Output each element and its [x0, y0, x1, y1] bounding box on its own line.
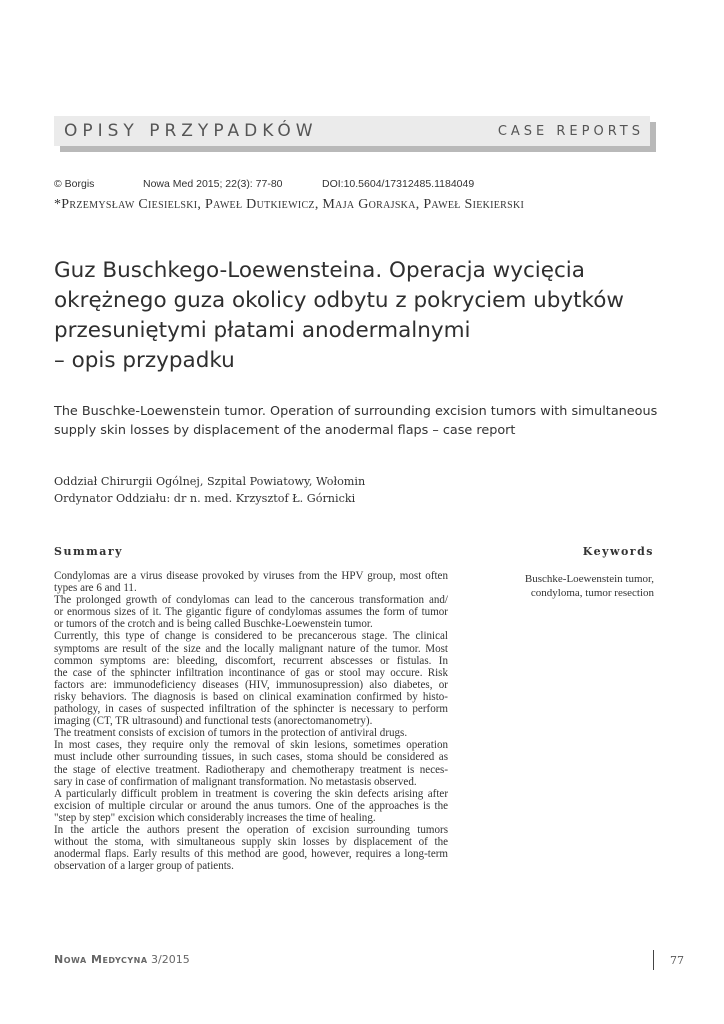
summary-line: Condylomas are a virus disease provoked by viruses from the HPV group, most often — [54, 570, 448, 582]
title-line: okrężnego guza okolicy odbytu z pokryciem ubytków — [54, 288, 624, 313]
section-banner — [54, 116, 650, 146]
journal-issue: 3/2015 — [151, 953, 190, 966]
journal-reference: Nowa Med 2015; 22(3): 77-80 — [143, 178, 283, 190]
summary-line: observation of a larger group of patients. — [54, 860, 234, 873]
title-line: przesuniętymi płatami anodermalnymi — [54, 318, 471, 343]
summary-line: A particularly difficult problem in treatment is covering the skin defects arising after — [54, 787, 448, 800]
summary-line: The prolonged growth of condylomas can lead to the cancerous transformation and/ — [54, 594, 448, 607]
summary-line: anodermal flaps. Early results of this method are good, however, requires a long-term — [54, 848, 448, 861]
keywords-list — [454, 572, 654, 600]
article-title — [54, 256, 654, 376]
summary-line: In the article the authors present the operation of excision surrounding tumors — [54, 823, 448, 836]
footer-divider — [653, 950, 654, 970]
summary-line: imaging (CT, TR ultrasound) and functional tests (anorectomanometry). — [54, 715, 373, 728]
journal-name: Nowa Medycyna — [54, 953, 148, 966]
copyright: © Borgis — [54, 178, 95, 190]
summary-line: "step by step" excision which considerably increases the time of healing. — [54, 811, 376, 824]
doi: DOI:10.5604/17312485.1184049 — [322, 178, 475, 190]
subtitle-line: The Buschke-Loewenstein tumor. Operation of surrounding excision tumors with simultaneous — [54, 404, 658, 419]
summary-line: excision of multiple circular or around the anus tumors. One of the approaches is the — [54, 799, 448, 812]
affiliation — [54, 473, 365, 507]
footer-journal — [54, 953, 190, 966]
english-title — [54, 402, 664, 440]
summary-line: without the stoma, with simultaneous supply skin losses by displacement of the — [54, 836, 448, 849]
summary-heading: Summary — [54, 545, 124, 558]
keyword-line: condyloma, tumor resection — [530, 587, 654, 599]
summary-line: factors are: immunodeficiency diseases (HIV, immunosupression) also diabetes, or — [54, 678, 448, 691]
summary-line: types are 6 and 11. — [54, 582, 137, 595]
summary-line: must include other surrounding tissues, in such cases, stoma should be considered as — [54, 751, 448, 764]
author-list: *Przemysław Ciesielski, Paweł Dutkiewicz, Maja Gorajska, Paweł Siekierski — [54, 197, 525, 212]
summary-line: risky behaviors. The diagnosis is based on clinical examination confirmed by histo- — [54, 690, 448, 703]
summary-line: common symptoms are: bleeding, discomfort, recurrent abscesses or fistulas. In — [54, 654, 448, 667]
summary-line: or tumors of the crotch and is being called Buschke-Loewenstein tumor. — [54, 618, 373, 631]
summary-line: or enormous sizes of it. The gigantic figure of condylomas assumes the form of tumor — [54, 606, 448, 619]
summary-line: the stage of elective treatment. Radiotherapy and chemotherapy treatment is neces- — [54, 763, 448, 776]
keywords-heading: Keywords — [582, 545, 654, 558]
affiliation-line: Oddział Chirurgii Ogólnej, Szpital Powiatowy, Wołomin — [54, 475, 366, 488]
section-title-polish: OPISY PRZYPADKÓW — [64, 121, 318, 141]
page-number: 77 — [670, 954, 684, 967]
keyword-line: Buschke-Loewenstein tumor, — [524, 573, 654, 585]
title-line: – opis przypadku — [54, 348, 235, 373]
summary-line: The treatment consists of excision of tumors in the protection of antiviral drugs. — [54, 727, 408, 740]
section-title-english: CASE REPORTS — [497, 124, 644, 139]
summary-line: the case of the sphincter infiltration incontinance of gas or stool may occure. Risk — [54, 666, 448, 679]
summary-line: sary in case of confirmation of malignant transformation. No metastasis observed. — [54, 775, 417, 788]
summary-text — [54, 570, 448, 872]
summary-line: pathology, in cases of suspected infiltration of the sphincter is necessary to perform — [54, 703, 448, 716]
affiliation-line: Ordynator Oddziału: dr n. med. Krzysztof Ł. Górnicki — [54, 492, 356, 505]
subtitle-line: supply skin losses by displacement of the anodermal flaps – case report — [54, 423, 516, 438]
summary-line: symptoms are result of the size and the locally malignant nature of the tumor. Most — [54, 642, 448, 655]
summary-line: In most cases, they require only the removal of skin lesions, sometimes operation — [54, 739, 448, 752]
summary-line: Currently, this type of change is considered to be precancerous stage. The clinical — [54, 630, 448, 643]
title-line: Guz Buschkego-Loewensteina. Operacja wycięcia — [54, 258, 585, 283]
